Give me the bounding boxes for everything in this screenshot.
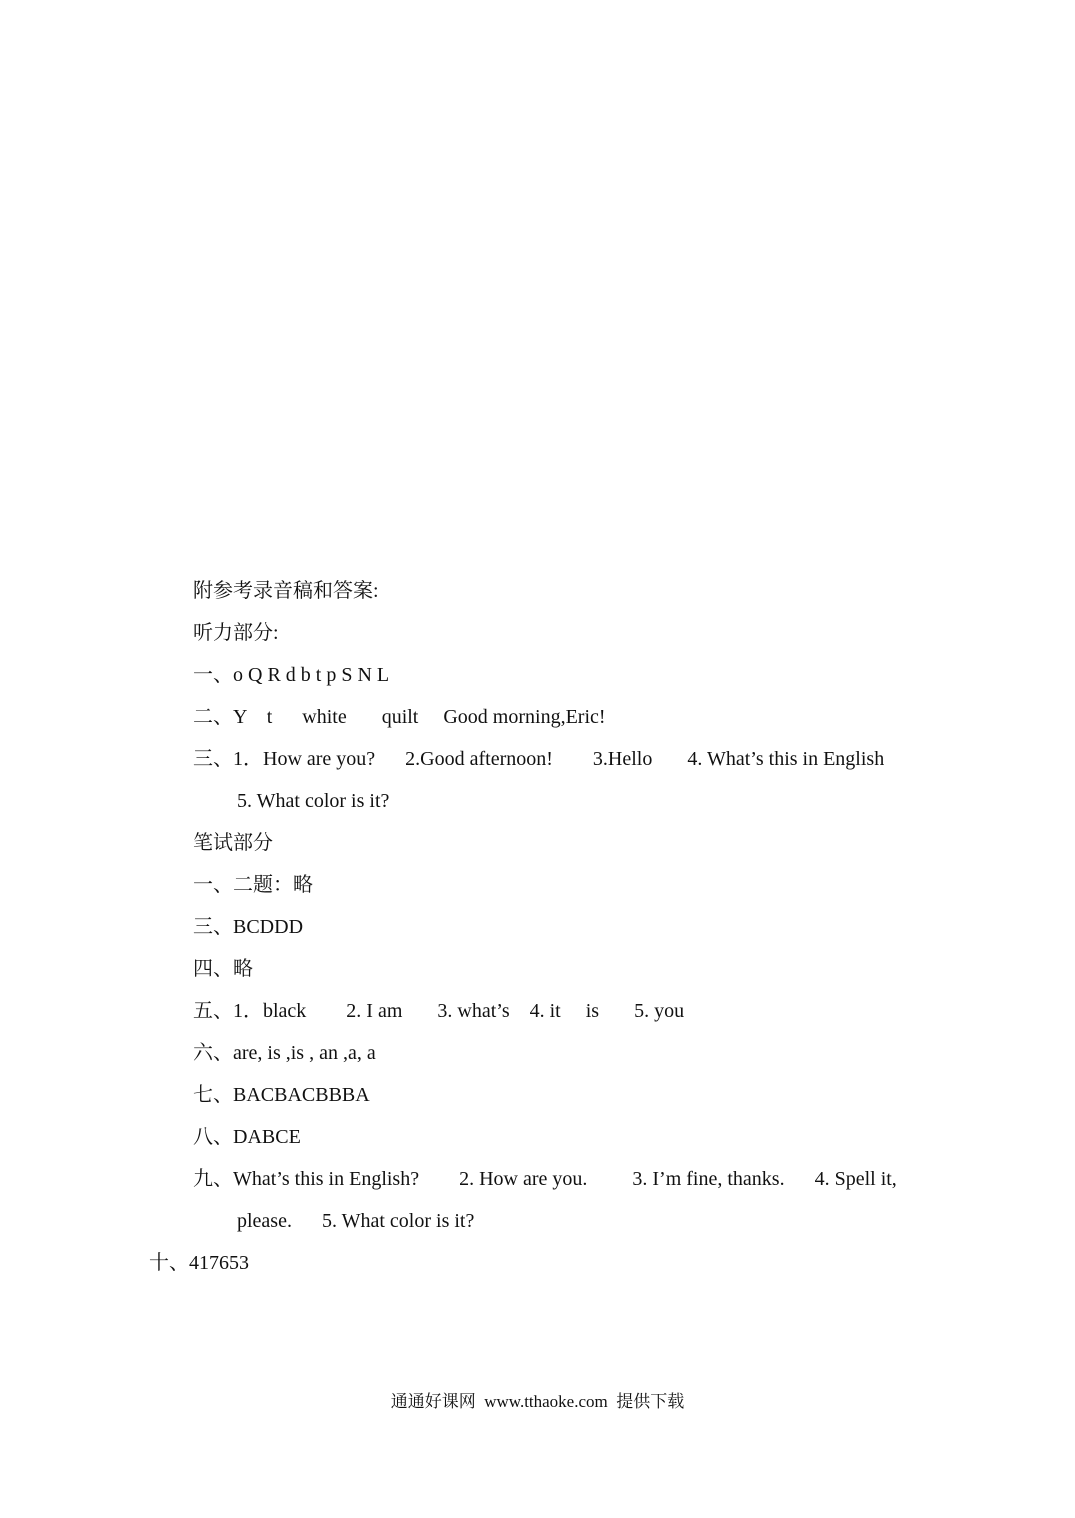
written-section-title: 笔试部分 bbox=[193, 832, 273, 854]
listening-answer-3-continuation: 5. What color is it? bbox=[237, 790, 390, 812]
written-answer-8: 八、DABCE bbox=[193, 1126, 301, 1148]
written-answer-1-2: 一、二题：略 bbox=[193, 874, 313, 896]
listening-answer-3: 三、1．How are you? 2.Good afternoon! 3.Hello 4. What’s this in English bbox=[193, 748, 885, 770]
written-answer-7: 七、BACBACBBBA bbox=[193, 1084, 370, 1106]
written-answer-6: 六、are, is ,is , an ,a, a bbox=[193, 1042, 376, 1064]
page-footer: 通通好课网 www.tthaoke.com 提供下载 bbox=[390, 1392, 685, 1411]
listening-section-title: 听力部分: bbox=[193, 622, 279, 644]
written-answer-9-continuation: please. 5. What color is it? bbox=[237, 1210, 475, 1232]
answer-heading: 附参考录音稿和答案: bbox=[193, 580, 379, 602]
written-answer-9: 九、What’s this in English? 2. How are you. 3. I’m fine, thanks. 4. Spell it, bbox=[193, 1168, 897, 1190]
written-answer-4: 四、略 bbox=[193, 958, 253, 980]
written-answer-5: 五、1．black 2. I am 3. what’s 4. it is 5. you bbox=[193, 1000, 685, 1022]
listening-answer-1: 一、o Q R d b t p S N L bbox=[193, 664, 390, 686]
written-answer-10: 十、417653 bbox=[149, 1252, 249, 1274]
listening-answer-2: 二、Y t white quilt Good morning,Eric! bbox=[193, 706, 606, 728]
written-answer-3: 三、BCDDD bbox=[193, 916, 304, 938]
